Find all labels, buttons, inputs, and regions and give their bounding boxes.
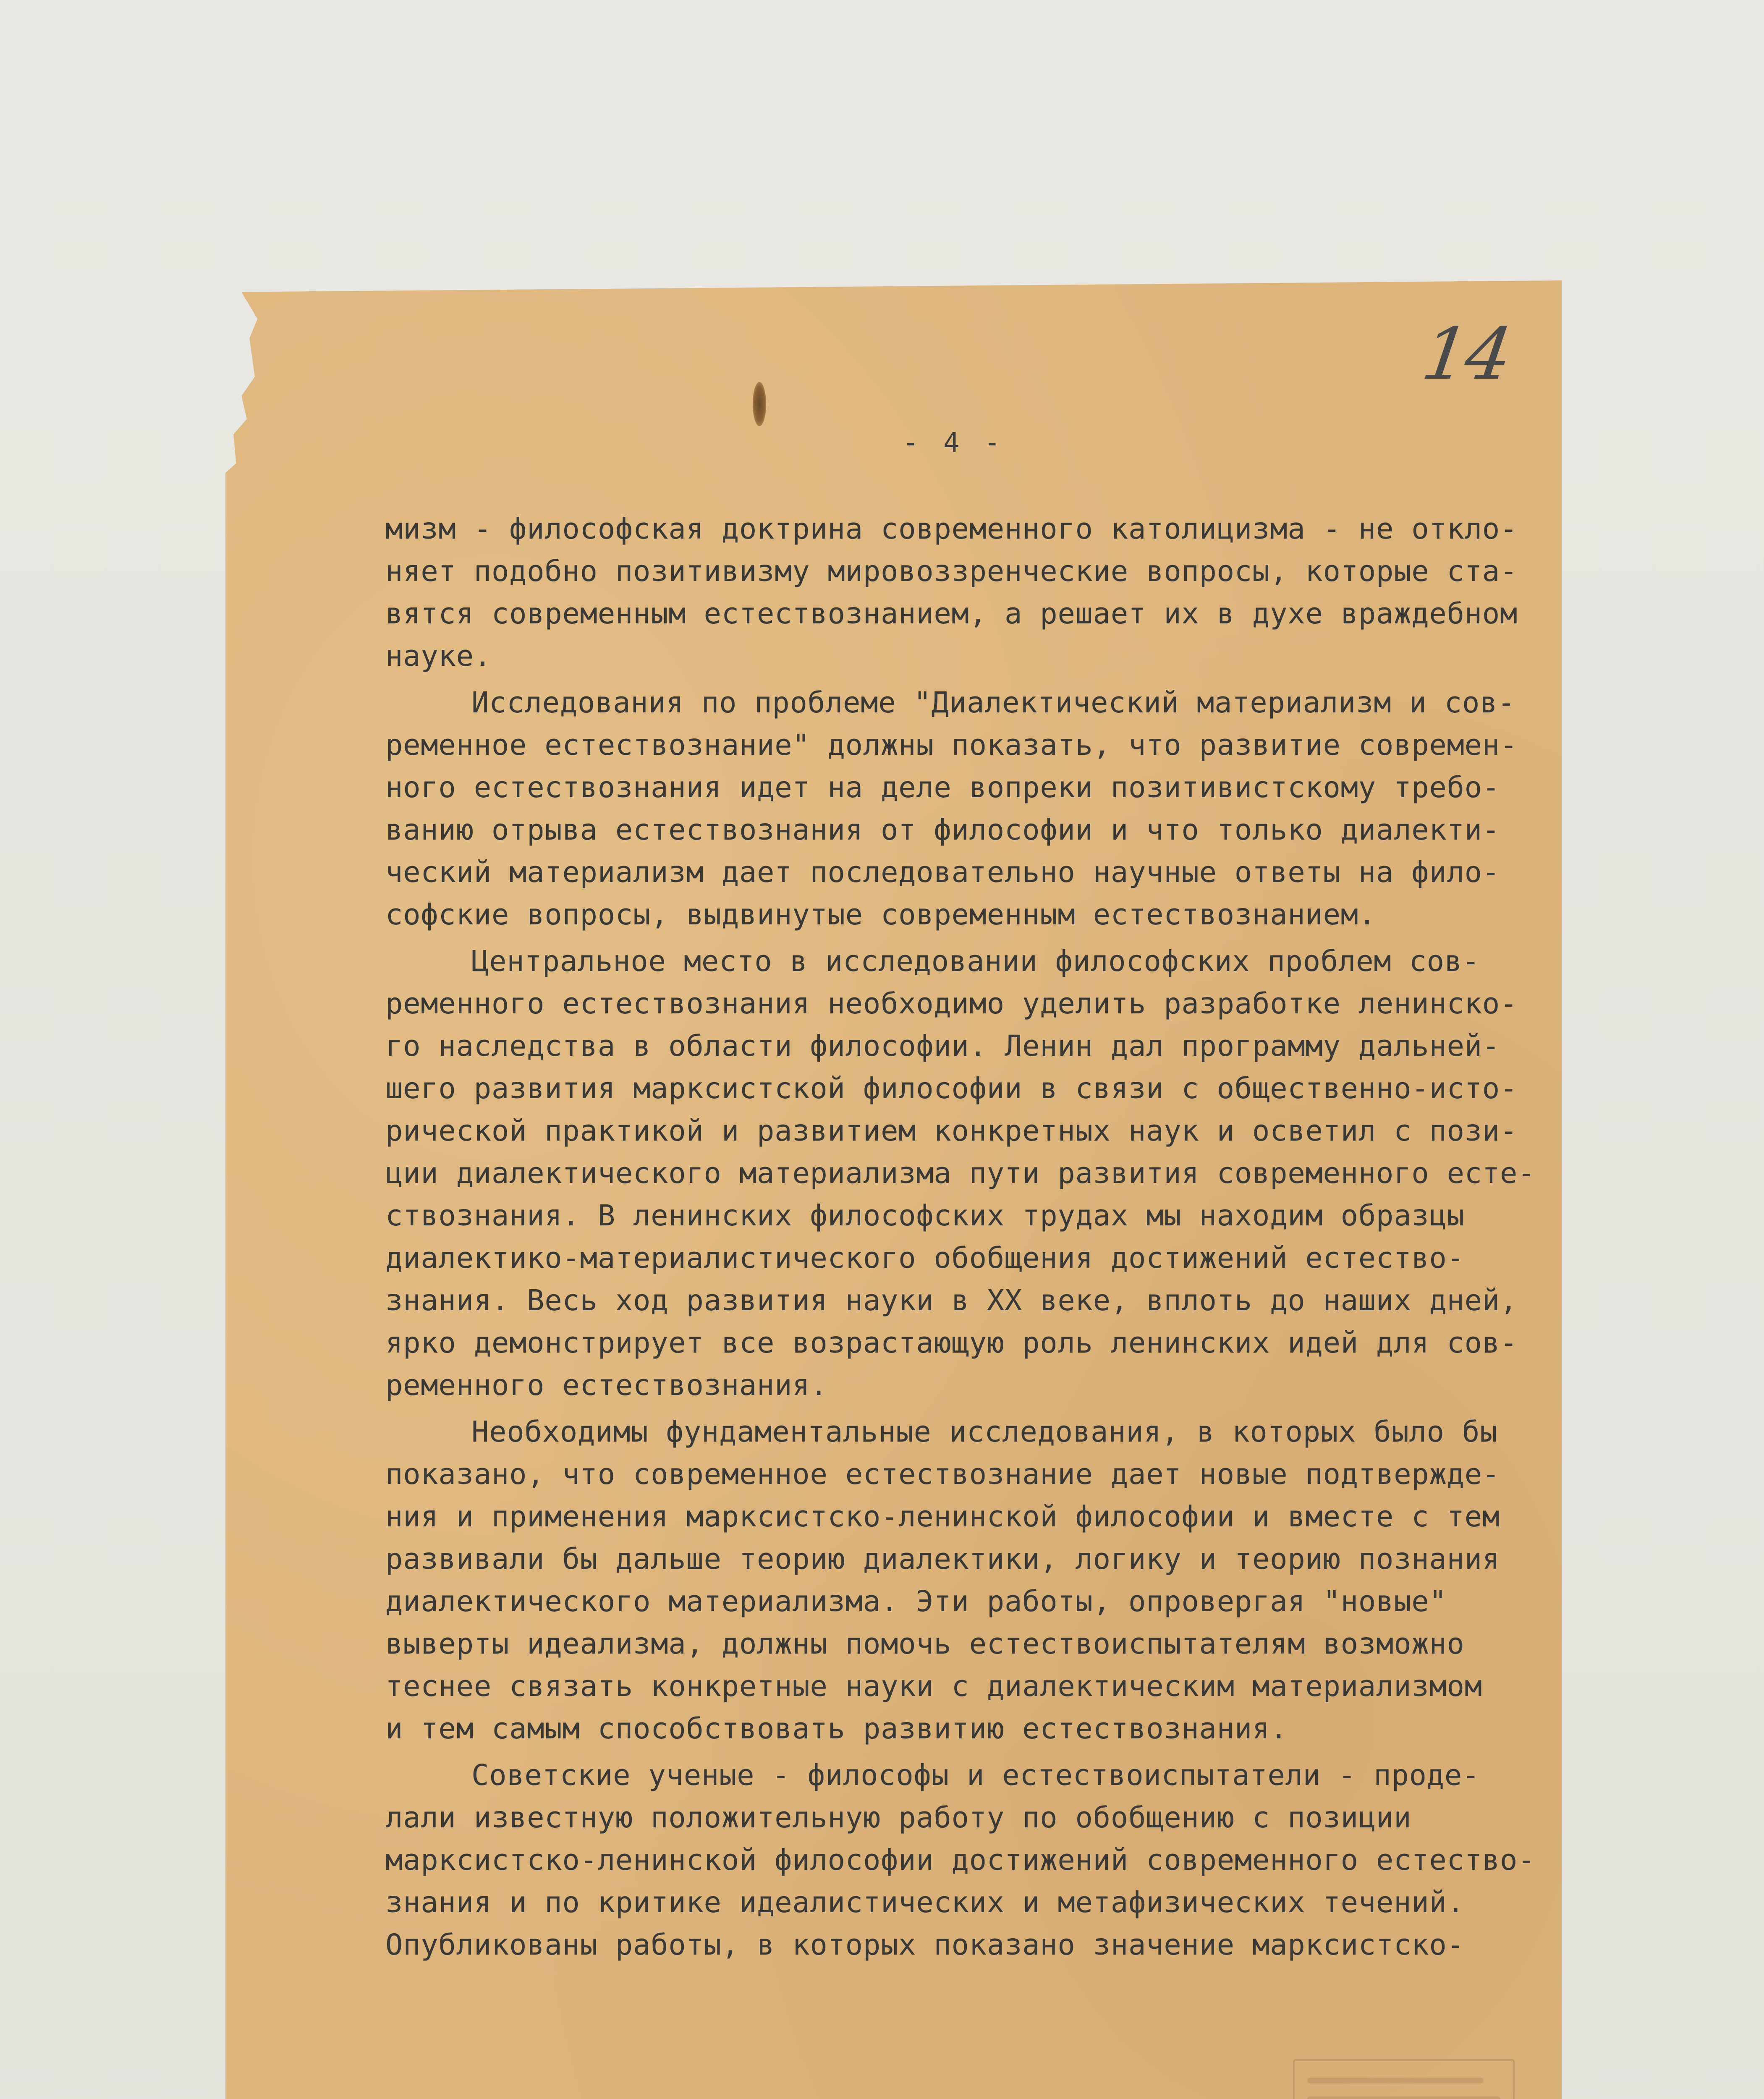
text-line: ванию отрыва естествознания от философии и что только диалекти- [385, 813, 1500, 847]
text-line: софские вопросы, выдвинутые современным естествознанием. [385, 898, 1376, 932]
text-line: ного естествознания идет на деле вопреки позитивистскому требо- [385, 771, 1500, 804]
text-line: ременного естествознания необходимо уделить разработке ленинско- [385, 987, 1518, 1021]
paragraph-2 [385, 682, 1519, 936]
text-line: ярко демонстрирует все возрастающую роль ленинских идей для сов- [385, 1326, 1518, 1360]
text-line: лали известную положительную работу по обобщению с позиции [385, 1801, 1412, 1835]
text-line: показано, что современное естествознание дает новые подтвержде- [385, 1458, 1500, 1491]
text-line: знания. Весь ход развития науки в XX веке, вплоть до наших дней, [385, 1284, 1518, 1317]
typed-text-body [385, 508, 1536, 1971]
text-line: вятся современным естествознанием, а решает их в духе враждебном [385, 597, 1518, 631]
text-line: науке. [385, 639, 492, 673]
text-line: ческий материализм дает последовательно научные ответы на фило- [385, 856, 1500, 889]
text-line: Центральное место в исследовании философских проблем сов- [471, 945, 1480, 978]
paragraph-1 [385, 508, 1519, 678]
text-line: Необходимы фундаментальные исследования, в которых было бы [471, 1415, 1498, 1449]
text-line: няет подобно позитивизму мировоззренческие вопросы, которые ста- [385, 555, 1518, 588]
paragraph-4 [385, 1411, 1519, 1750]
text-line: шего развития марксистской философии в связи с общественно-исто- [385, 1072, 1518, 1105]
text-line: ременное естествознание" должны показать, что развитие современ- [385, 728, 1518, 762]
stamp-mark [1307, 2096, 1500, 2099]
faded-archive-stamp [1293, 2059, 1515, 2099]
text-line: и тем самым способствовать развитию естествознания. [385, 1712, 1288, 1746]
text-line: развивали бы дальше теорию диалектики, логику и теорию познания [385, 1542, 1500, 1576]
text-line: ременного естествознания. [385, 1369, 828, 1402]
text-line: выверты идеализма, должны помочь естествоиспытателям возможно [385, 1627, 1465, 1661]
text-line: Опубликованы работы, в которых показано значение марксистско- [385, 1928, 1465, 1962]
text-line: Исследования по проблеме "Диалектический материализм и сов- [471, 686, 1515, 720]
text-line: диалектико-материалистического обобщения достижений естество- [385, 1241, 1465, 1275]
text-line: Советские ученые - философы и естествоиспытатели - проде- [471, 1759, 1480, 1792]
archive-folio-number: 14 [1417, 313, 1515, 396]
text-line: рической практикой и развитием конкретных наук и осветил с пози- [385, 1114, 1518, 1148]
text-line: ции диалектического материализма пути развития современного есте- [385, 1157, 1536, 1190]
text-line: ствознания. В ленинских философских трудах мы находим образцы [385, 1199, 1465, 1233]
text-line: мизм - философская доктрина современного католицизма - не откло- [385, 512, 1518, 546]
text-line: марксистско-ленинской философии достижений современного естество- [385, 1843, 1536, 1877]
stamp-mark [1307, 2078, 1484, 2083]
paragraph-3 [385, 940, 1536, 1407]
text-line: го наследства в области философии. Ленин дал программу дальней- [385, 1029, 1500, 1063]
paragraph-5 [385, 1754, 1536, 1966]
text-line: знания и по критике идеалистических и метафизических течений. [385, 1886, 1465, 1919]
text-line: диалектического материализма. Эти работы, опровергая "новые" [385, 1585, 1447, 1618]
page-number: - 4 - [903, 427, 1005, 458]
text-line: ния и применения марксистско-ленинской философии и вместе с тем [385, 1500, 1500, 1534]
text-line: теснее связать конкретные науки с диалектическим материализмом [385, 1670, 1482, 1703]
paper-stain [753, 382, 766, 426]
